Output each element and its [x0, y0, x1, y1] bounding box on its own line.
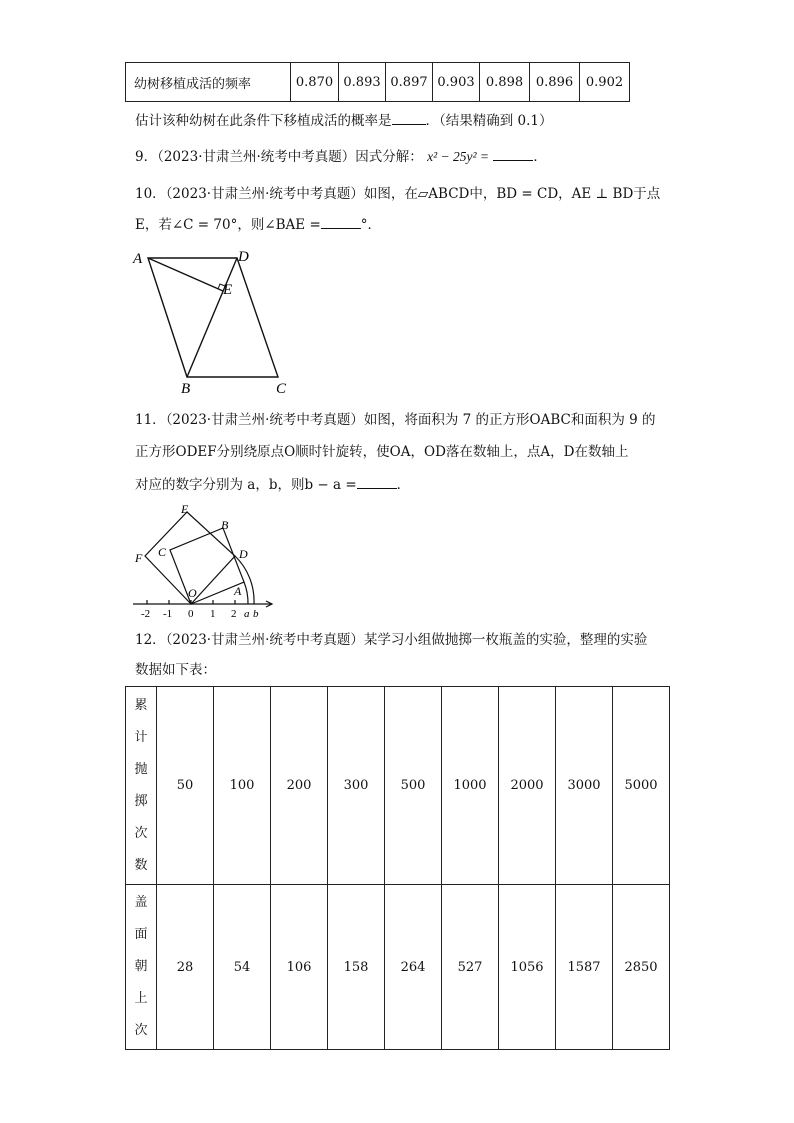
answer-blank: [357, 474, 397, 489]
header-char: 数: [134, 857, 148, 873]
table-header-cell: [126, 885, 157, 1050]
question-10-line2: [135, 214, 381, 235]
label-b: B: [181, 381, 191, 397]
table-cell: 5000: [613, 687, 670, 885]
label-a: A: [133, 251, 143, 267]
arc-a: [244, 582, 248, 604]
question-text: 数据如下表：: [135, 662, 216, 678]
tick-label: 0: [188, 608, 194, 620]
table-cell: 54: [214, 885, 271, 1050]
label-b-value: b: [253, 608, 259, 620]
header-char: 次: [134, 825, 148, 841]
table-cell: 28: [157, 885, 214, 1050]
table-row: [126, 885, 670, 1050]
table-cell: 3000: [556, 687, 613, 885]
tick-label: 1: [210, 608, 216, 620]
table-cell: 1587: [556, 885, 613, 1050]
question-number: 9．: [135, 149, 158, 165]
question-9: [135, 146, 547, 167]
label-f: F: [135, 551, 143, 565]
segment-bd: [187, 258, 237, 377]
question-12-line2: [135, 660, 216, 680]
table-cell: 0.897: [386, 63, 433, 102]
tick-label: -1: [163, 608, 173, 620]
table-cell: 264: [385, 885, 442, 1050]
parallelogram-figure: [125, 244, 300, 399]
table-cell: 0.896: [530, 63, 580, 102]
question-source: （2023·甘肃兰州·统考中考真题）: [165, 186, 364, 202]
header-char: 上: [134, 991, 148, 1006]
table-cell: 0.870: [291, 63, 339, 102]
answer-blank: [321, 214, 361, 229]
table-cell: 0.893: [339, 63, 386, 102]
question-text: °．: [360, 217, 382, 233]
bottle-cap-table: [125, 686, 670, 1050]
table-cell: 0.903: [433, 63, 480, 102]
header-char: 累: [134, 697, 148, 713]
header-char: 盖: [134, 895, 148, 910]
table-cell: 106: [271, 885, 328, 1050]
table-cell: 500: [385, 687, 442, 885]
math-expression: x² − 25y² =: [427, 149, 490, 164]
table-cell: 200: [271, 687, 328, 885]
question-text: ．: [396, 477, 411, 493]
label-c: C: [158, 545, 167, 559]
question-number: 10．: [135, 186, 166, 202]
table-cell: 1000: [442, 687, 499, 885]
question-text: 估计该种幼树在此条件下移植成活的概率是: [135, 113, 392, 129]
question-11-line1: [135, 410, 656, 430]
table-cell: 2850: [613, 885, 670, 1050]
question-source: （2023·甘肃兰州·统考中考真题）: [165, 632, 364, 648]
table-cell: 50: [157, 687, 214, 885]
question-text: 如图，将面积为 7 的正方形OABC和面积为 9 的: [363, 412, 656, 428]
label-d: D: [239, 547, 248, 561]
table-cell: 1056: [499, 885, 556, 1050]
table-header-cell: 幼树移植成活的频率: [126, 63, 291, 102]
table-header-cell: [126, 687, 157, 885]
question-12-line1: [135, 630, 647, 650]
segment-ae: [148, 258, 223, 291]
question-text: 某学习小组做抛掷一枚瓶盖的实验，整理的实验: [363, 632, 648, 648]
question-note: ．（结果精确到 0.1）: [425, 113, 553, 129]
header-char: 朝: [134, 959, 148, 974]
label-a: A: [234, 584, 242, 598]
table-cell: 0.902: [580, 63, 630, 102]
table-cell: 158: [328, 885, 385, 1050]
table-cell: 527: [442, 885, 499, 1050]
label-o: O: [188, 586, 197, 600]
question-text: 如图，在▱ABCD中，BD = CD，AE ⊥ BD于点: [363, 186, 661, 202]
question-number: 12．: [135, 632, 166, 648]
header-char: 抛: [134, 761, 148, 777]
q8-answer-line: [135, 110, 553, 131]
header-char: 计: [134, 729, 148, 745]
table-cell: 0.898: [480, 63, 530, 102]
question-11-line2: [135, 442, 628, 462]
table-cell: 2000: [499, 687, 556, 885]
rotated-squares-figure: [125, 500, 285, 622]
tick-label: 2: [231, 608, 237, 620]
table-row: [126, 687, 670, 885]
table-cell: 300: [328, 687, 385, 885]
parallelogram-abcd: [148, 258, 278, 377]
header-char: 次: [134, 1023, 148, 1038]
square-oabc: [170, 528, 244, 604]
table-row: [126, 63, 630, 102]
question-source: （2023·甘肃兰州·统考中考真题）: [157, 149, 356, 165]
label-a-value: a: [244, 608, 250, 620]
label-d: D: [238, 249, 249, 265]
question-text: 对应的数字分别为 a，b，则b − a =: [135, 477, 357, 493]
question-source: （2023·甘肃兰州·统考中考真题）: [165, 412, 364, 428]
header-char: 面: [134, 927, 148, 942]
question-text: E，若∠C = 70°，则∠BAE =: [135, 217, 321, 233]
label-c: C: [276, 381, 287, 397]
question-10-line1: [135, 184, 660, 204]
question-number: 11．: [135, 412, 166, 428]
answer-blank: [493, 146, 533, 161]
label-e: E: [223, 282, 233, 298]
label-b: B: [221, 518, 229, 532]
punct: ．: [533, 149, 547, 165]
question-text: 因式分解：: [355, 149, 423, 165]
answer-blank: [392, 110, 426, 125]
table-cell: 100: [214, 687, 271, 885]
question-text: 正方形ODEF分别绕原点O顺时针旋转，使OA，OD落在数轴上，点A，D在数轴上: [135, 444, 629, 460]
survival-frequency-table: [125, 62, 630, 102]
label-e: E: [181, 502, 189, 516]
question-11-line3: [135, 474, 410, 495]
header-char: 掷: [134, 793, 148, 809]
tick-label: -2: [141, 608, 151, 620]
